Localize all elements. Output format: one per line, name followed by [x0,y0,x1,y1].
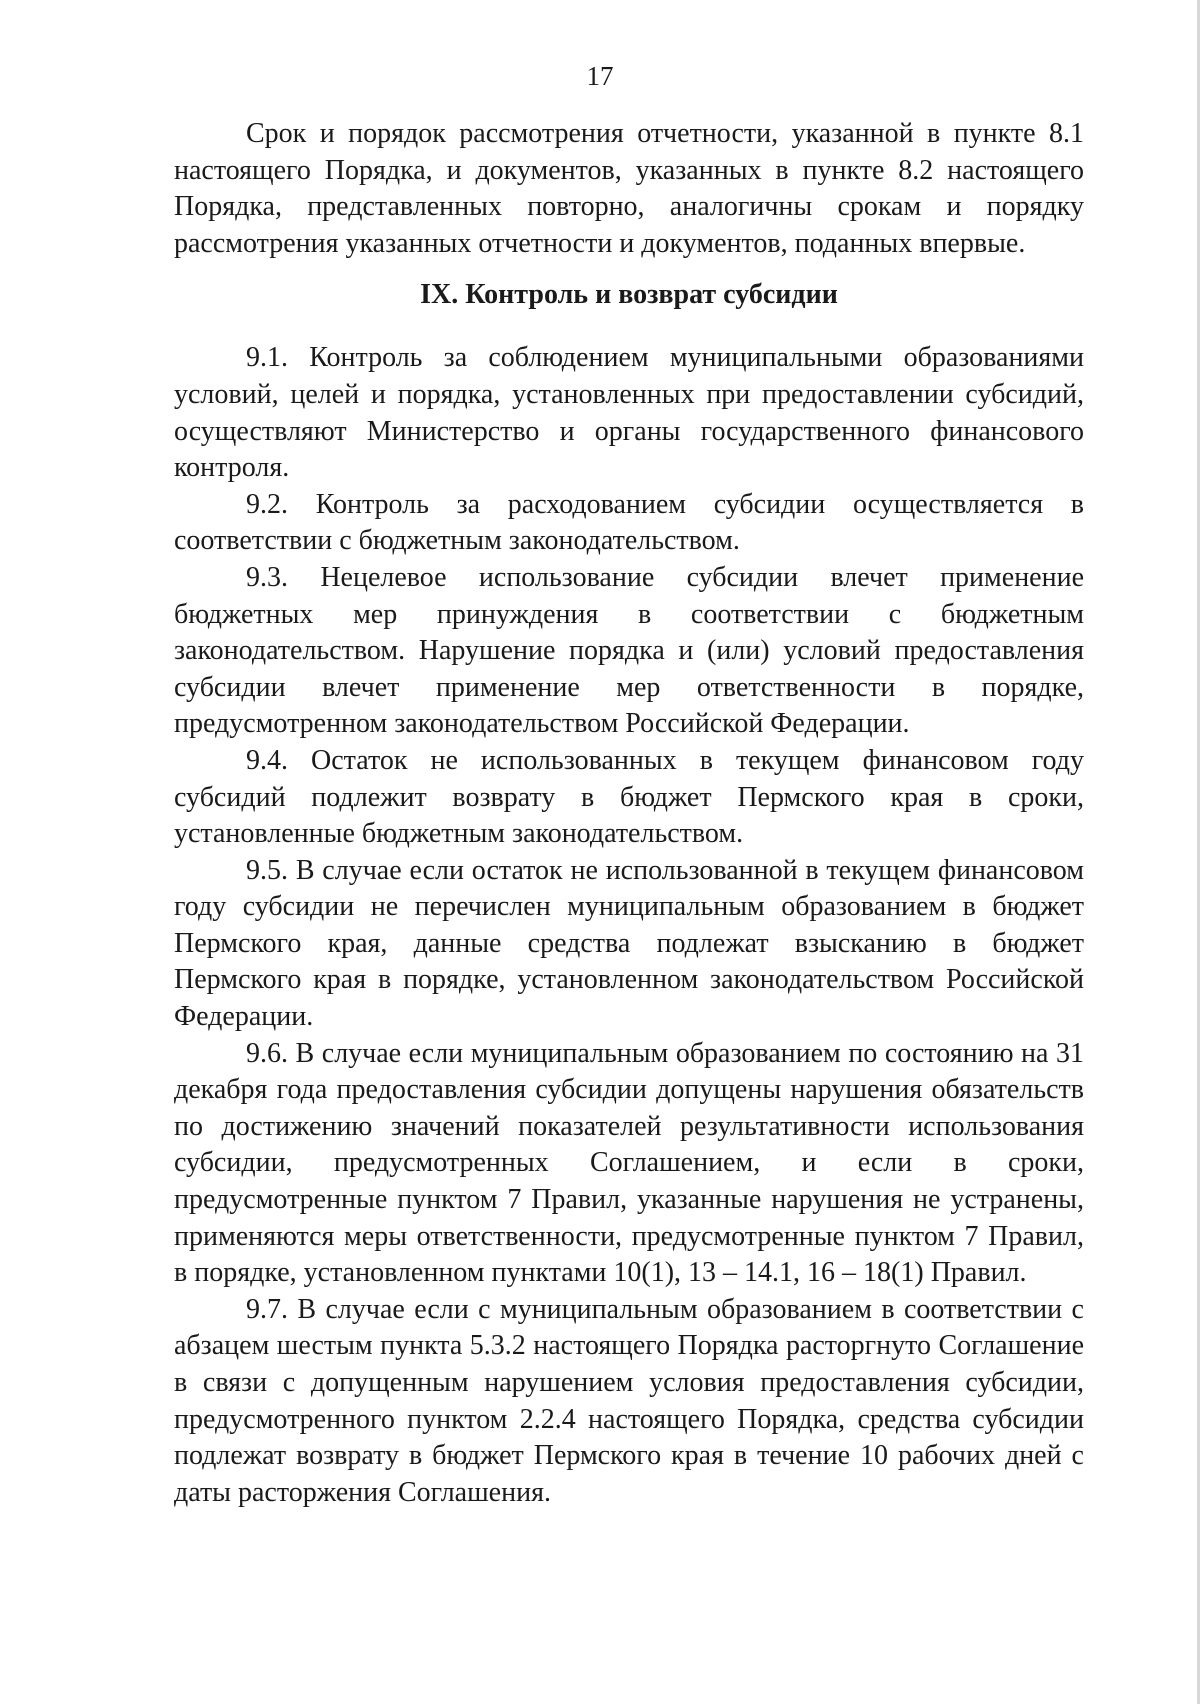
paragraph-9-7: 9.7. В случае если с муниципальным образованием в соответствии с абзацем шестым пункта 5.3.2 настоящего Порядка расторгнуто Соглашение в связи с допущенным нарушением условия предоставления субсидии, предусмотренного пунктом 2.2.4 настоящего Порядка, средства субсидии подлежат возврату в бюджет Пермского края в течение 10 рабочих дней с даты расторжения Соглашения. [174,1293,1084,1508]
paragraph-9-2: 9.2. Контроль за расходованием субсидии осуществляется в соответствии с бюджетным законодательством. [174,488,1084,557]
section-heading: IX. Контроль и возврат субсидии [420,279,838,311]
paragraph-9-1: 9.1. Контроль за соблюдением муниципальными образованиями условий, целей и порядка, установленных при предоставлении субсидий, осуществляют Министерство и органы государственного финансового контроля. [174,342,1084,484]
page-content [174,116,1084,1511]
paragraph-9-6: 9.6. В случае если муниципальным образованием по состоянию на 31 декабря года предоставления субсидии допущены нарушения обязательств по достижению значений показателей результативности использования субсидии, предусмотренных Соглашением, и если в сроки, предусмотренные пунктом 7 Правил, указанные нарушения не устранены, применяются меры ответственности, предусмотренные пунктом 7 Правил, в порядке, установленном пунктами 10(1), 13 – 14.1, 16 – 18(1) Правил. [174,1037,1084,1289]
intro-paragraph: Срок и порядок рассмотрения отчетности, указанной в пункте 8.1 настоящего Порядка, и документов, указанных в пункте 8.2 настоящего Порядка, представленных повторно, аналогичны срокам и порядку рассмотрения указанных отчетности и документов, поданных впервые. [174,118,1084,259]
page-number: 17 [586,61,614,91]
paragraph-9-3: 9.3. Нецелевое использование субсидии влечет применение бюджетных мер принуждения в соответствии с бюджетным законодательством. Нарушение порядка и (или) условий предоставления субсидии влечет применение мер ответственности в порядке, предусмотренном законодательством Российской Федерации. [174,561,1084,740]
paragraph-9-5: 9.5. В случае если остаток не использованной в текущем финансовом году субсидии не перечислен муниципальным образованием в бюджет Пермского края, данные средства подлежат взысканию в бюджет Пермского края в порядке, установленном законодательством Российской Федерации. [174,854,1084,1033]
paragraph-9-4: 9.4. Остаток не использованных в текущем финансовом году субсидий подлежит возврату в бюджет Пермского края в сроки, установленные бюджетным законодательством. [174,744,1084,850]
